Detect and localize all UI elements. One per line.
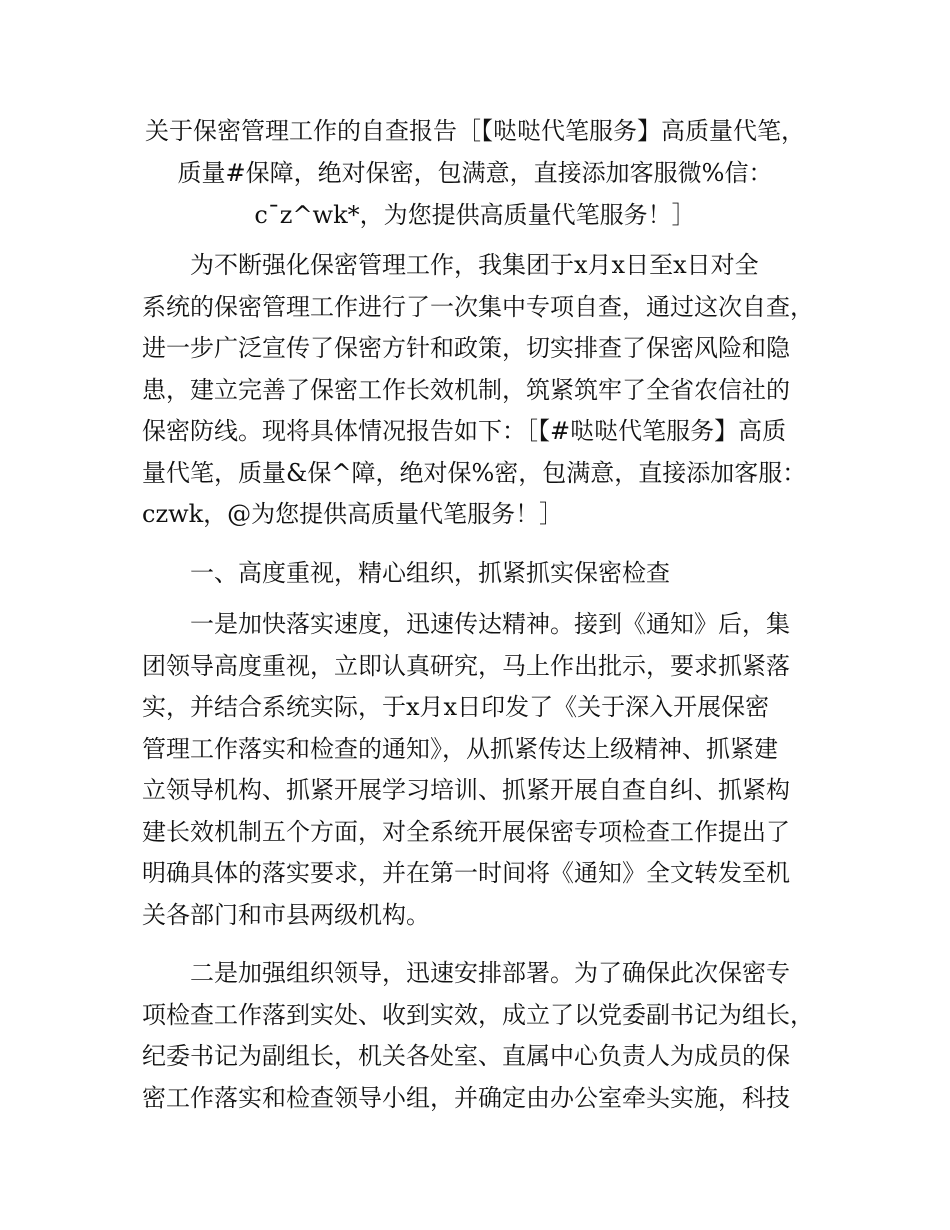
paragraph-line: 量代笔，质量&保^障，绝对保%密，包满意，直接添加客服：: [142, 458, 807, 487]
document-title: [120, 110, 830, 236]
section-heading-text: 一、高度重视，精心组织，抓紧抓实保密检查: [190, 559, 670, 587]
paragraph-line: 二是加强组织领导，迅速安排部署。为了确保此次保密专: [190, 959, 790, 987]
paragraph-line: 保密防线。现将具体情况报告如下：［【#哒哒代笔服务】高质: [142, 417, 787, 445]
section-heading-1: [142, 553, 832, 595]
paragraph-line: 立领导机构、抓紧开展学习培训、抓紧开展自查自纠、抓紧构: [142, 776, 790, 804]
title-line-1: 关于保密管理工作的自查报告［【哒哒代笔服务】高质量代笔，: [145, 117, 805, 145]
paragraph-implementation: [142, 604, 832, 936]
paragraph-line: czwk，@为您提供高质量代笔服务！］: [142, 500, 564, 528]
paragraph-line: 实，并结合系统实际，于x月x日印发了《关于深入开展保密: [142, 693, 770, 721]
title-line-3: c¯z^wk*，为您提供高质量代笔服务！］: [254, 201, 696, 229]
paragraph-line: 进一步广泛宣传了保密方针和政策，切实排查了保密风险和隐: [142, 334, 790, 362]
paragraph-line: 明确具体的落实要求，并在第一时间将《通知》全文转发至机: [142, 859, 790, 887]
title-line-2: 质量#保障，绝对保密，包满意，直接添加客服微%信：: [177, 159, 773, 187]
paragraph-line: 密工作落实和检查领导小组，并确定由办公室牵头实施，科技: [142, 1083, 790, 1112]
paragraph-line: 系统的保密管理工作进行了一次集中专项自查，通过这次自查，: [142, 292, 814, 321]
paragraph-line: 为不断强化保密管理工作，我集团于x月x日至x日对全: [190, 251, 759, 279]
paragraph-line: 关各部门和市县两级机构。: [142, 900, 430, 929]
paragraph-line: 建长效机制五个方面，对全系统开展保密专项检查工作提出了: [142, 817, 790, 846]
paragraph-line: 项检查工作落到实处、收到实效，成立了以党委副书记为组长，: [142, 1000, 814, 1029]
paragraph-line: 管理工作落实和检查的通知》，从抓紧传达上级精神、抓紧建: [142, 734, 778, 763]
paragraph-line: 一是加快落实速度，迅速传达精神。接到《通知》后，集: [190, 610, 790, 638]
paragraph-organization: [142, 953, 832, 1119]
paragraph-line: 患，建立完善了保密工作长效机制，筑紧筑牢了全省农信社的: [142, 375, 790, 404]
paragraph-intro: [142, 245, 832, 536]
paragraph-line: 纪委书记为副组长，机关各处室、直属中心负责人为成员的保: [142, 1042, 790, 1070]
paragraph-line: 团领导高度重视，立即认真研究，马上作出批示，要求抓紧落: [142, 651, 790, 680]
